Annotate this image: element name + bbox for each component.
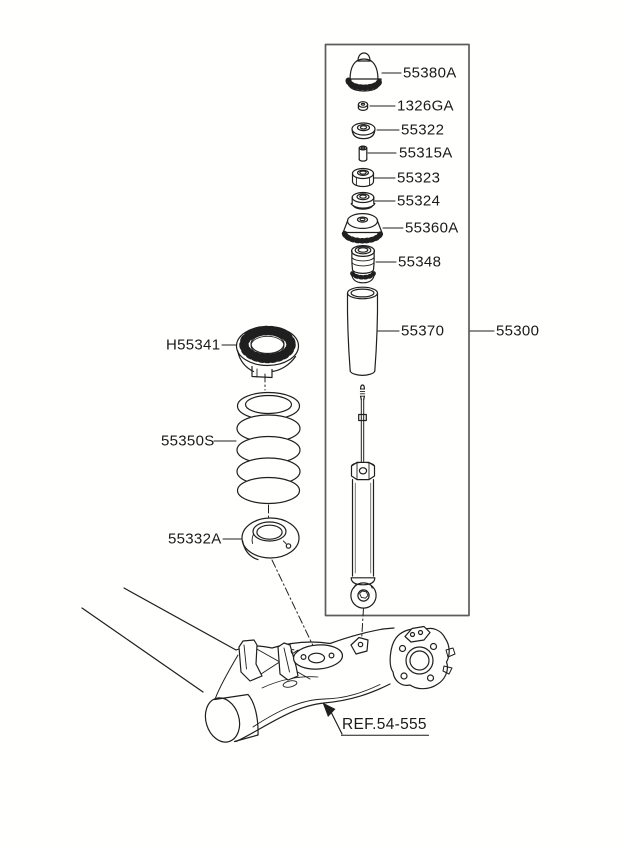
part-55380a-drawing [347,53,381,91]
part-55370-drawing [347,287,377,375]
part-label-1326ga[interactable]: 1326GA [397,97,454,115]
part-label-55332a[interactable]: 55332A [168,530,222,548]
part-55322-drawing [352,123,375,139]
part-label-55380a[interactable]: 55380A [403,64,457,82]
part-label-55322[interactable]: 55322 [401,121,445,139]
part-label-55370[interactable]: 55370 [401,322,445,340]
part-label-55360a[interactable]: 55360A [405,219,459,237]
part-55324-drawing [351,193,375,210]
part-55350s-drawing [237,393,300,504]
part-55315a-drawing [359,146,367,161]
part-55360a-drawing [343,214,382,242]
axle-reference-label[interactable]: REF.54-555 [341,717,429,736]
part-55323-drawing [353,169,374,187]
shock-absorber-drawing [351,385,376,608]
assembly-label-55300[interactable]: 55300 [496,322,540,340]
part-55348-drawing [352,246,375,283]
part-label-55350s[interactable]: 55350S [161,432,215,450]
part-label-h55341[interactable]: H55341 [166,336,221,354]
part-label-55348[interactable]: 55348 [398,253,442,271]
part-1326ga-drawing [358,102,367,111]
ref-arrow [323,703,343,735]
part-label-55323[interactable]: 55323 [397,169,441,187]
part-label-55324[interactable]: 55324 [397,192,441,210]
part-55332a-drawing [242,518,299,560]
part-h55341-drawing [237,327,299,378]
part-label-55315a[interactable]: 55315A [399,144,453,162]
